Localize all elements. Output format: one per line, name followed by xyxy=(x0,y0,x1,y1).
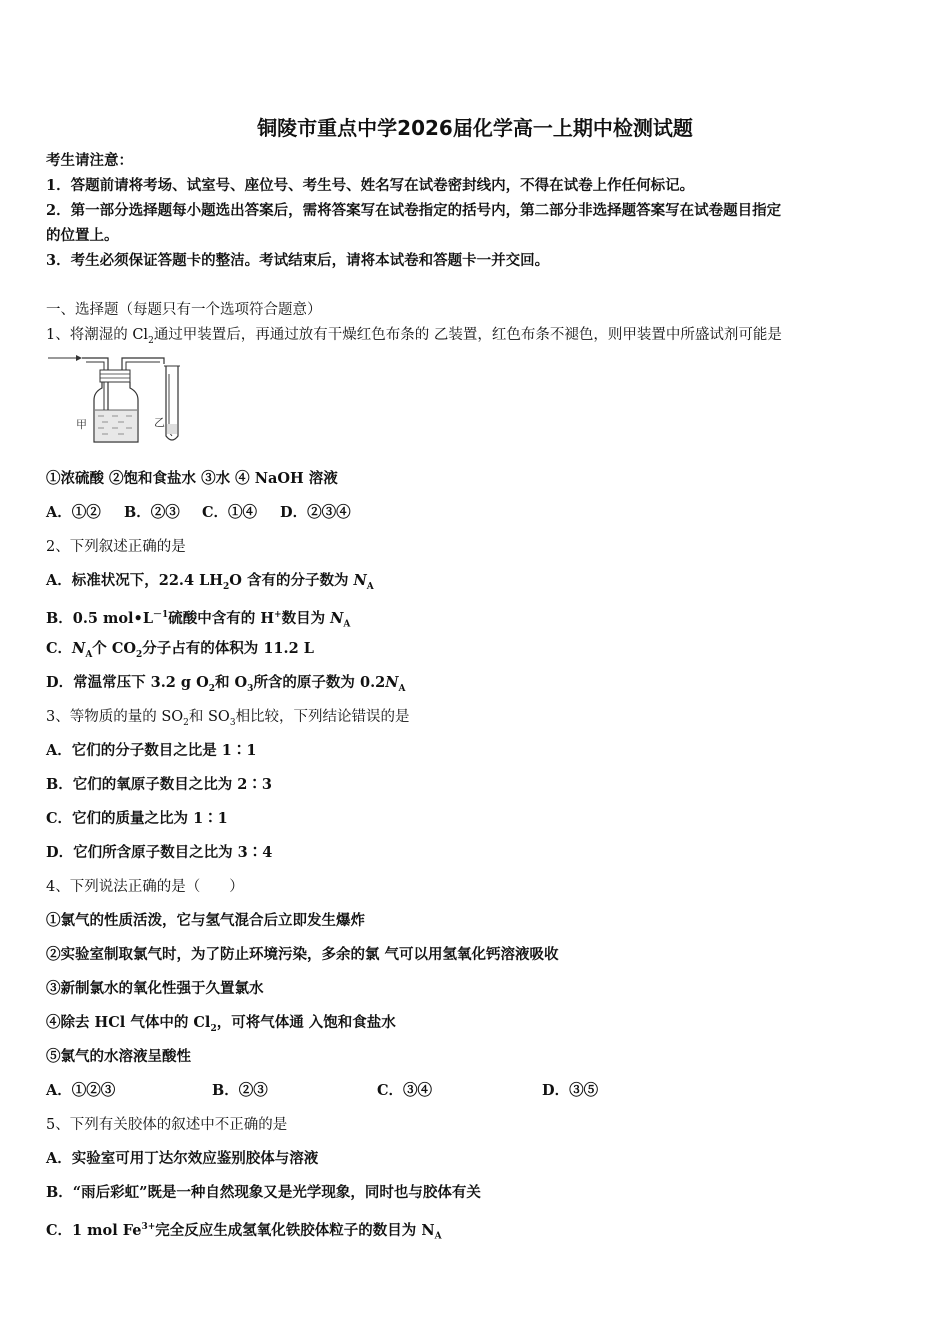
q2-option-b: B．0.5 $mol•L^{-1}$硫酸中含有的 H+数目为 $N_A$ xyxy=(46,609,351,630)
q3-option-b: B．它们的氧原子数目之比为 2∶3 xyxy=(46,776,272,793)
q5-option-b: B．“雨后彩虹”既是一种自然现象又是光学现象，同时也与胶体有关 xyxy=(46,1184,481,1201)
q4-option-d: D．③⑤ xyxy=(542,1082,599,1099)
q4-option-c: C．③④ xyxy=(377,1082,433,1099)
q2-option-c: C．$N_A$个 $CO_2$分子占有的体积为 11.2 L xyxy=(46,640,314,660)
q1-option-d: D．②③④ xyxy=(280,504,351,521)
q4-statement-1: ①氯气的性质活泼，它与氢气混合后立即发生爆炸 xyxy=(46,912,365,929)
section-heading: 一、选择题（每题只有一个选项符合题意） xyxy=(46,302,322,318)
q5-option-a: A．实验室可用丁达尔效应鉴别胶体与溶液 xyxy=(46,1150,319,1167)
q3-option-d: D．它们所含原子数目之比为 3∶4 xyxy=(46,844,273,861)
q4-statement-4: ④除去 HCl 气体中的 $Cl_2$，可将气体通 入饱和食盐水 xyxy=(46,1014,396,1034)
page-title: 铜陵市重点中学2026届化学高一上期中检测试题 xyxy=(257,116,693,140)
q4-option-a: A．①②③ xyxy=(46,1082,116,1099)
notice-item-2: 2．第一部分选择题每小题选出答案后，需将答案写在试卷指定的括号内，第二部分非选择题答案写在试卷题目指定 xyxy=(46,202,782,219)
q5-option-c: C．1 mol $Fe^{3+}$完全反应生成氢氧化铁胶体粒子的数目为 $N_A$ xyxy=(46,1221,442,1242)
q3-stem: 3、等物质的量的 $SO_2$和 $SO_3$相比较，下列结论错误的是 xyxy=(46,709,410,728)
notice-item-1: 1．答题前请将考场、试室号、座位号、考生号、姓名写在试卷密封线内，不得在试卷上作任何标记。 xyxy=(46,177,695,194)
q4-statement-5: ⑤氯气的水溶液呈酸性 xyxy=(46,1048,191,1065)
notice-item-3: 3．考生必须保证答题卡的整洁。考试结束后，请将本试卷和答题卡一并交回。 xyxy=(46,252,550,269)
q4-option-b: B．②③ xyxy=(212,1082,268,1099)
q4-options xyxy=(46,1080,906,1102)
notice-item-2-cont: 的位置上。 xyxy=(46,227,119,244)
q4-statement-2: ②实验室制取氯气时，为了防止环境污染，多余的氯 气可以用氢氧化钙溶液吸收 xyxy=(46,946,559,963)
q1-option-b: B．②③ xyxy=(124,504,180,521)
notice-heading: 考生请注意： xyxy=(46,152,133,169)
label-jia: 甲 xyxy=(76,418,87,431)
q1-options xyxy=(46,502,906,524)
q1-option-a: A．①② xyxy=(46,504,101,521)
gas-washing-apparatus-figure xyxy=(46,352,196,448)
q1-stem: 1、将潮湿的 $Cl_2$通过甲装置后，再通过放有干燥红色布条的 乙装置，红色布条不褪色，则甲装置中所盛试剂可能是 xyxy=(46,327,782,346)
q2-stem: 2、下列叙述正确的是 xyxy=(46,539,186,555)
label-yi: 乙 xyxy=(154,416,165,429)
q5-stem: 5、下列有关胶体的叙述中不正确的是 xyxy=(46,1117,288,1133)
q2-option-a: A．标准状况下，22.4 $LH_2O$ 含有的分子数为 $N_A$ xyxy=(46,572,374,592)
q3-option-c: C．它们的质量之比为 1∶1 xyxy=(46,810,228,827)
q4-stem: 4、下列说法正确的是（ ） xyxy=(46,879,244,895)
q2-option-d: D．常温常压下 3.2 g $O_2$和 $O_3$所含的原子数为 $0.2N_A$ xyxy=(46,674,406,694)
q3-option-a: A．它们的分子数目之比是 1∶1 xyxy=(46,742,257,759)
q4-statement-3: ③新制氯水的氧化性强于久置氯水 xyxy=(46,980,264,997)
q1-option-c: C．①④ xyxy=(202,504,258,521)
q1-reagents: ①浓硫酸 ②饱和食盐水 ③水 ④ NaOH 溶液 xyxy=(46,470,338,487)
